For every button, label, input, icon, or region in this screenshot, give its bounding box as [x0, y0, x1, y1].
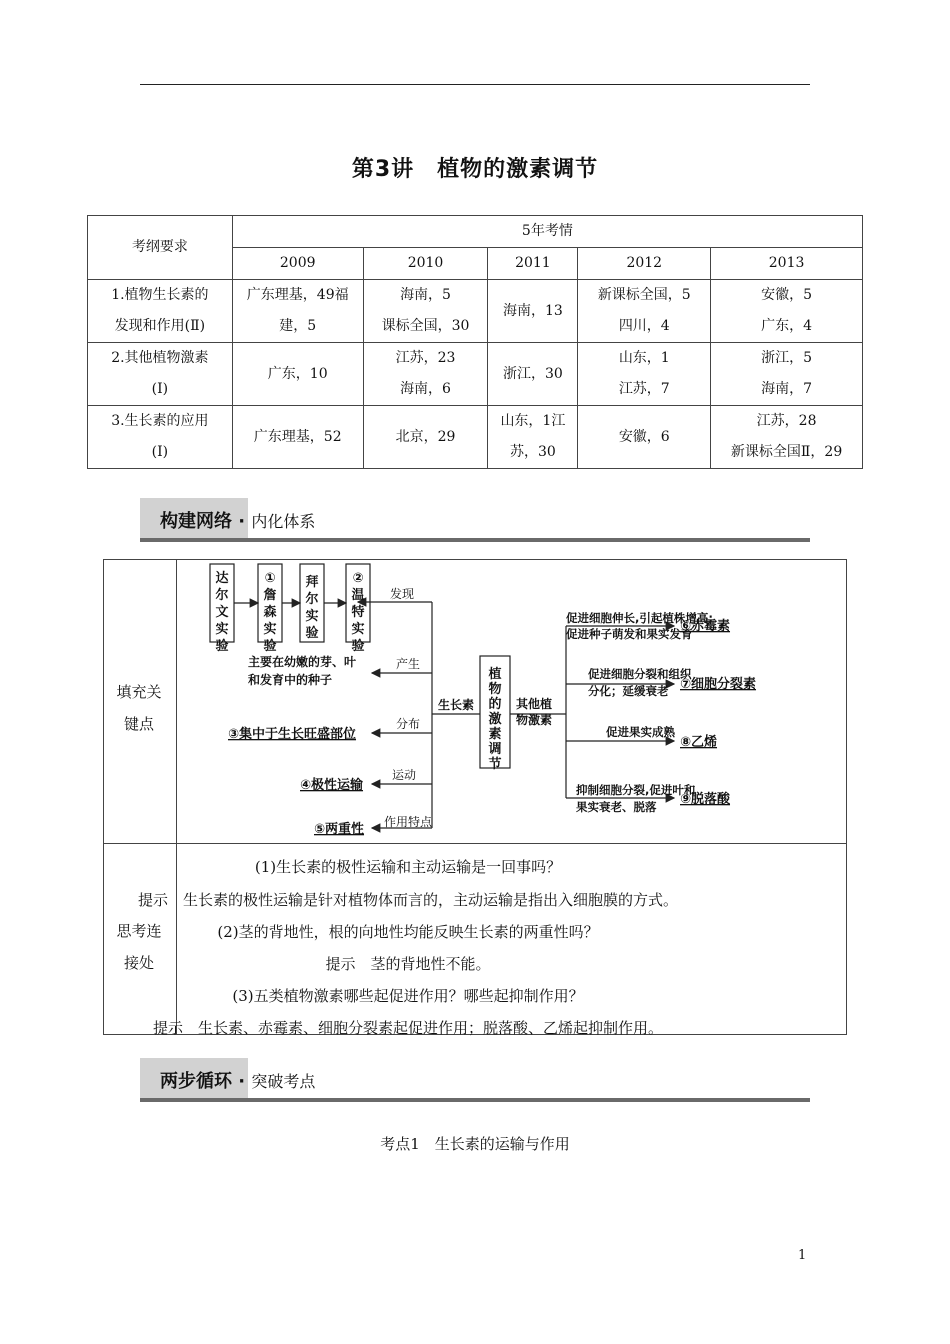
hormone-gibberellin: ⑥赤霉素	[680, 619, 731, 634]
requirement-cell: 2.其他植物激素 (Ⅰ)	[88, 343, 233, 406]
label-others-2: 物激素	[516, 713, 553, 727]
table-cell: 海南，13	[488, 280, 578, 343]
branch-desc: 促进种子萌发和果实发育	[566, 627, 693, 641]
year-cell: 2011	[488, 248, 578, 280]
hormone-ethylene: ⑧乙烯	[680, 735, 718, 750]
table-cell: 安徽，5 广东，4	[711, 280, 863, 343]
table-row	[88, 343, 863, 406]
table-cell: 海南，5 课标全国，30	[363, 280, 488, 343]
requirement-cell: 1.植物生长素的 发现和作用(Ⅱ)	[88, 280, 233, 343]
table-cell: 山东，1江 苏，30	[488, 406, 578, 469]
branch-desc: 促进细胞伸长,引起植株增高;	[566, 611, 713, 625]
year-cell: 2012	[578, 248, 711, 280]
page-number: 1	[798, 1248, 807, 1263]
table-cell: 广东理基，49福 建，5	[232, 280, 363, 343]
center-title: 植物的激素调节	[488, 667, 502, 772]
label-discover: 发现	[390, 587, 415, 601]
table-cell: 山东，1 江苏，7	[578, 343, 711, 406]
table-cell: 江苏，23 海南，6	[363, 343, 488, 406]
think-label: 思考连 接处	[116, 922, 162, 972]
section-title: 构建网络 · 内化体系	[160, 511, 316, 532]
page-title: 第3讲 植物的激素调节	[351, 157, 599, 182]
section-header-cycle	[140, 1058, 810, 1102]
table-cell: 广东理基，52	[232, 406, 363, 469]
table-row	[88, 280, 863, 343]
header-cell: 考纲要求	[88, 216, 233, 280]
exp-paal: 拜尔实验	[305, 575, 319, 641]
requirement-cell: 3.生长素的应用 (Ⅰ)	[88, 406, 233, 469]
kaodian-heading: 考点1 生长素的运输与作用	[380, 1135, 570, 1153]
section-header-network	[140, 498, 810, 542]
distribute-text: ③集中于生长旺盛部位	[228, 727, 357, 742]
table-cell: 新课标全国，5 四川，4	[578, 280, 711, 343]
fill-label: 填充关 键点	[116, 683, 162, 733]
think-line: 提示 生长素的极性运输是针对植物体而言的，主动运输是指出入细胞膜的方式。	[137, 891, 678, 909]
branch-desc: 抑制细胞分裂,促进叶和	[576, 783, 696, 797]
table-row	[88, 406, 863, 469]
exp-darwin: 达尔文实验	[215, 571, 229, 654]
section-rule	[140, 1098, 810, 1102]
label-feature: 作用特点	[384, 815, 433, 829]
concept-map	[176, 560, 846, 842]
think-line: (1)生长素的极性运输和主动运输是一回事吗？	[254, 858, 562, 876]
exp-jensen: ① 詹森实验	[263, 571, 277, 654]
produce-text-2: 和发育中的种子	[248, 673, 333, 687]
think-line: (2)茎的背地性，根的向地性均能反映生长素的两重性吗？	[217, 923, 599, 941]
produce-text-1: 主要在幼嫩的芽、叶	[248, 655, 357, 669]
transport-text: ④极性运输	[300, 778, 364, 793]
table-cell: 浙江，5 海南，7	[711, 343, 863, 406]
feature-text: ⑤两重性	[314, 822, 365, 837]
table-cell: 北京，29	[363, 406, 488, 469]
branch-desc: 分化；延缓衰老	[588, 684, 669, 698]
year-cell: 2009	[232, 248, 363, 280]
label-others-1: 其他植	[516, 697, 553, 711]
hormone-cytokinin: ⑦细胞分裂素	[680, 677, 757, 692]
label-distribute: 分布	[396, 717, 421, 731]
section-rule	[140, 538, 810, 542]
label-transport: 运动	[392, 768, 417, 782]
hormone-abscisic-acid: ⑨脱落酸	[680, 792, 731, 807]
section-title: 两步循环 · 突破考点	[160, 1071, 316, 1092]
year-cell: 2013	[711, 248, 863, 280]
think-line: 提示 茎的背地性不能。	[325, 955, 491, 973]
table-cell: 江苏，28 新课标全国Ⅱ，29	[711, 406, 863, 469]
exp-went: ② 温特实验	[351, 571, 365, 654]
label-produce: 产生	[396, 657, 421, 671]
table-cell: 安徽，6	[578, 406, 711, 469]
think-line: (3)五类植物激素哪些起促进作用？哪些起抑制作用？	[232, 987, 584, 1005]
header-cell: 5年考情	[232, 216, 862, 248]
table-cell: 浙江，30	[488, 343, 578, 406]
think-line: 提示 生长素、赤霉素、细胞分裂素起促进作用；脱落酸、乙烯起抑制作用。	[152, 1019, 663, 1037]
header-rule	[140, 84, 810, 85]
label-auxin: 生长素	[438, 698, 475, 712]
branch-desc: 促进果实成熟	[606, 725, 675, 739]
year-cell: 2010	[363, 248, 488, 280]
table-cell: 广东，10	[232, 343, 363, 406]
branch-desc: 果实衰老、脱落	[576, 800, 657, 814]
branch-desc: 促进细胞分裂和组织	[588, 667, 692, 681]
exam-table	[87, 215, 863, 469]
